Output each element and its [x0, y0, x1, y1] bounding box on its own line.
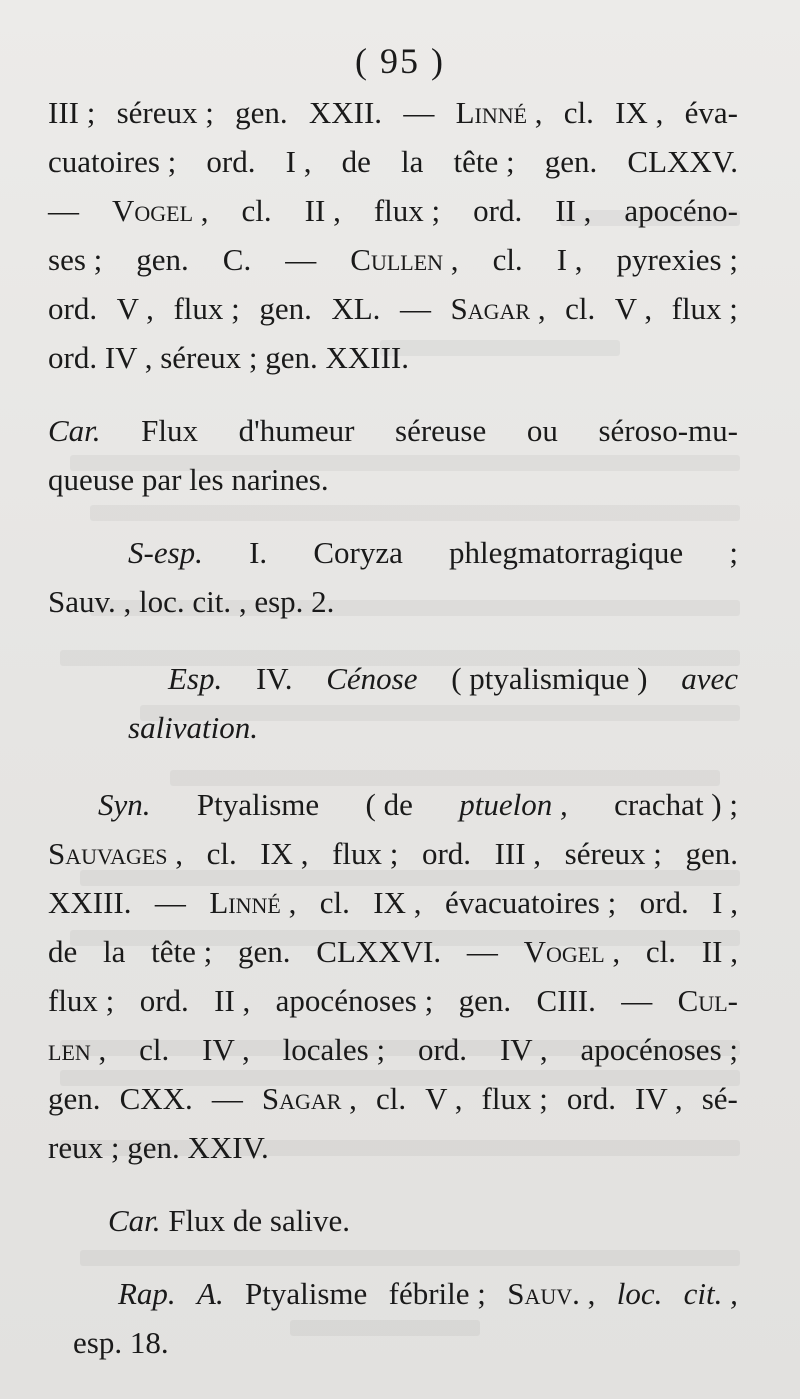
text-line: XXIII. — Linné , cl. IX , évacuatoires ; ord. I , [48, 885, 738, 920]
text-line: Esp. IV. Cénose ( ptyalismique ) avec [168, 661, 738, 696]
text-line: salivation. [128, 710, 259, 745]
text-line: esp. 18. [73, 1325, 169, 1360]
text-line: ord. IV , séreux ; gen. XXIII. [48, 340, 409, 375]
text-line: Car. Flux de salive. [108, 1203, 350, 1238]
text-line: Syn. Ptyalisme ( de ptuelon , crachat ) ; [98, 787, 738, 822]
text-line: ses ; gen. C. — Cullen , cl. I , pyrexies ; [48, 242, 738, 277]
text-line: III ; séreux ; gen. XXII. — Linné , cl. IX , éva- [48, 95, 738, 130]
text-line: Sauv. , loc. cit. , esp. 2. [48, 584, 335, 619]
text-line: gen. CXX. — Sagar , cl. V , flux ; ord. IV , sé- [48, 1081, 738, 1116]
text-line: de la tête ; gen. CLXXVI. — Vogel , cl. II , [48, 934, 738, 969]
text-line: queuse par les narines. [48, 462, 329, 497]
text-line: cuatoires ; ord. I , de la tête ; gen. CLXXV. [48, 144, 738, 179]
text-line: Rap. A. Ptyalisme fébrile ; Sauv. , loc. cit. , [118, 1276, 738, 1311]
text-line: S-esp. I. Coryza phlegmatorragique ; [128, 535, 738, 570]
page-number: ( 95 ) [355, 41, 445, 81]
text-line: ord. V , flux ; gen. XL. — Sagar , cl. V , flux ; [48, 291, 738, 326]
text-line: reux ; gen. XXIV. [48, 1130, 269, 1165]
text-line: Car. Flux d'humeur séreuse ou séroso-mu- [48, 413, 738, 448]
text-line: Sauvages , cl. IX , flux ; ord. III , séreux ; gen. [48, 836, 738, 871]
text-line: len , cl. IV , locales ; ord. IV , apocénoses ; [48, 1032, 738, 1067]
page-body [48, 88, 738, 1367]
text-line: flux ; ord. II , apocénoses ; gen. CIII. — Cul- [48, 983, 738, 1018]
text-line: — Vogel , cl. II , flux ; ord. II , apocéno- [48, 193, 738, 228]
